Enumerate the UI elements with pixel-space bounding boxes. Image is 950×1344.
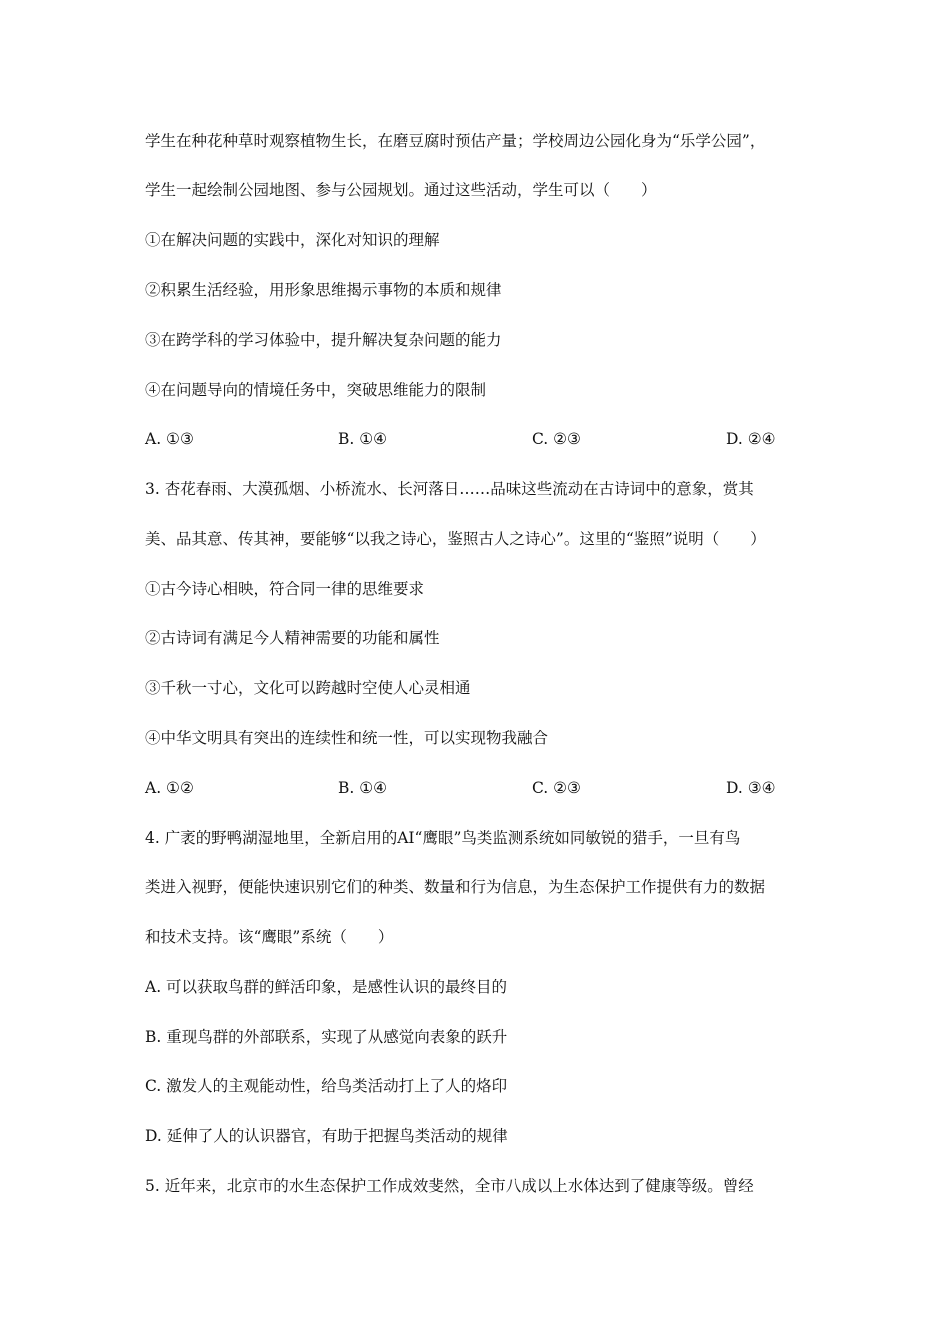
q2-option-a[interactable]: A. ①③	[145, 430, 194, 448]
q4-stem-line-3: 和技术支持。该“鹰眼”系统（ ）	[145, 928, 394, 946]
q3-option-b[interactable]: B. ①④	[338, 779, 388, 797]
q2-stem-line-2: 学生一起绘制公园地图、参与公园规划。通过这些活动，学生可以（ ）	[145, 181, 657, 199]
q3-statement-2: ②古诗词有满足今人精神需要的功能和属性	[145, 629, 440, 647]
q2-statement-1: ①在解决问题的实践中，深化对知识的理解	[145, 231, 440, 249]
q3-stem-line-1: 3. 杏花春雨、大漠孤烟、小桥流水、长河落日……品味这些流动在古诗词中的意象，赏其	[145, 480, 754, 498]
q4-option-d[interactable]: D. 延伸了人的认识器官，有助于把握鸟类活动的规律	[145, 1127, 508, 1145]
q2-option-b[interactable]: B. ①④	[338, 430, 388, 448]
q5-stem-line-1: 5. 近年来，北京市的水生态保护工作成效斐然，全市八成以上水体达到了健康等级。曾经	[145, 1177, 754, 1195]
q4-stem-line-1: 4. 广袤的野鸭湖湿地里，全新启用的AI“鹰眼”鸟类监测系统如同敏锐的猎手，一旦有鸟	[145, 829, 741, 847]
q2-stem-line-1: 学生在种花种草时观察植物生长，在磨豆腐时预估产量；学校周边公园化身为“乐学公园”，	[145, 132, 766, 150]
q3-option-a[interactable]: A. ①②	[145, 779, 194, 797]
q2-statement-3: ③在跨学科的学习体验中，提升解决复杂问题的能力	[145, 331, 502, 349]
q4-option-c[interactable]: C. 激发人的主观能动性，给鸟类活动打上了人的烙印	[145, 1077, 508, 1095]
q3-stem-line-2: 美、品其意、传其神，要能够“以我之诗心，鉴照古人之诗心”。这里的“鉴照”说明（ ）	[145, 530, 766, 548]
q3-statement-1: ①古今诗心相映，符合同一律的思维要求	[145, 580, 425, 598]
q2-options	[145, 429, 825, 449]
q2-statement-2: ②积累生活经验，用形象思维揭示事物的本质和规律	[145, 281, 502, 299]
q3-statement-3: ③千秋一寸心，文化可以跨越时空使人心灵相通	[145, 679, 471, 697]
q2-option-c[interactable]: C. ②③	[532, 430, 581, 448]
q4-stem-line-2: 类进入视野，便能快速识别它们的种类、数量和行为信息，为生态保护工作提供有力的数据	[145, 878, 766, 896]
q2-statement-4: ④在问题导向的情境任务中，突破思维能力的限制	[145, 381, 487, 399]
q3-option-c[interactable]: C. ②③	[532, 779, 581, 797]
q4-option-b[interactable]: B. 重现鸟群的外部联系，实现了从感觉向表象的跃升	[145, 1028, 508, 1046]
q3-statement-4: ④中华文明具有突出的连续性和统一性，可以实现物我融合	[145, 729, 549, 747]
q4-option-a[interactable]: A. 可以获取鸟群的鲜活印象，是感性认识的最终目的	[145, 978, 508, 996]
q3-option-d[interactable]: D. ③④	[726, 779, 776, 797]
q3-options	[145, 778, 825, 798]
q2-option-d[interactable]: D. ②④	[726, 430, 776, 448]
